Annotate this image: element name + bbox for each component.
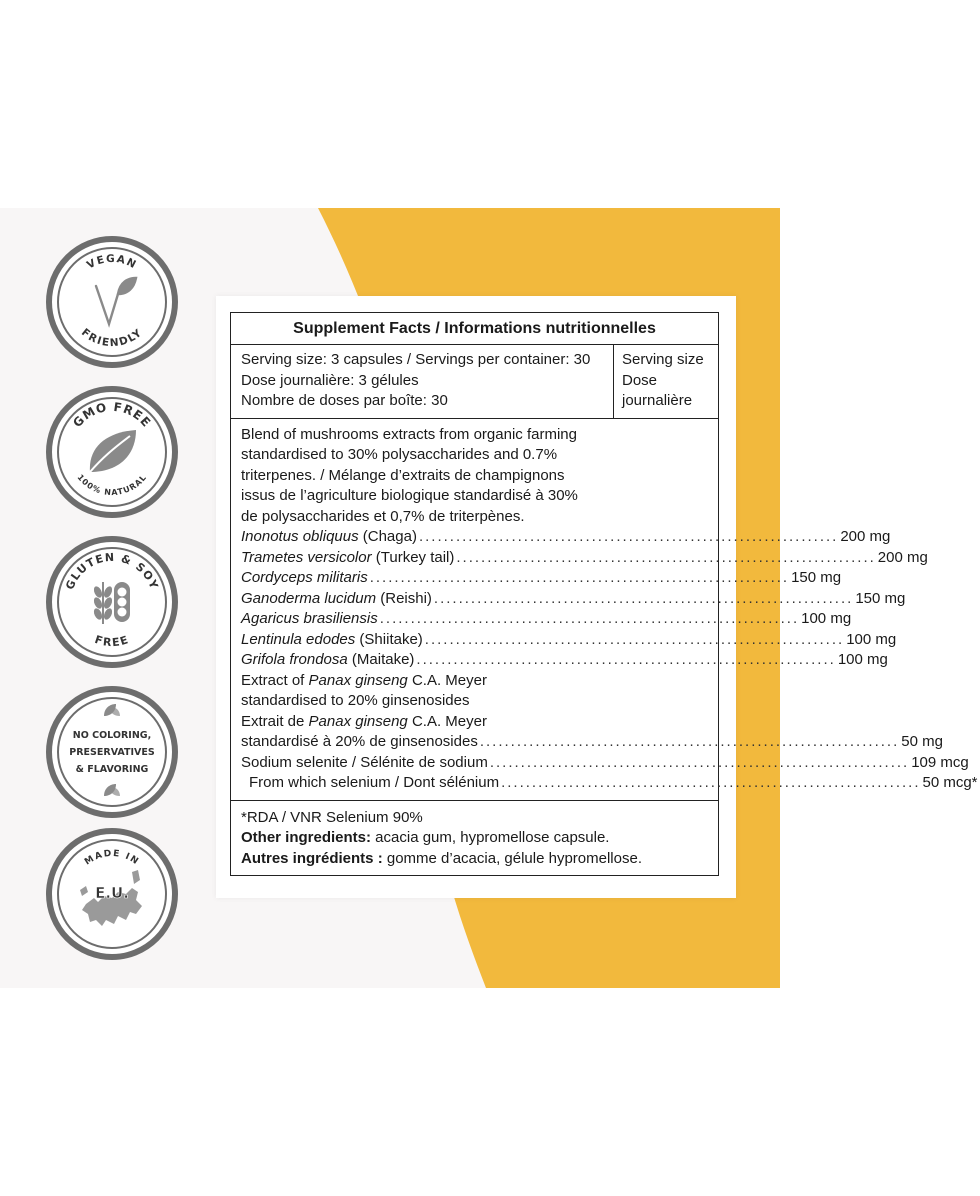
rda-note: *RDA / VNR Selenium 90% [241, 808, 423, 826]
ingredient-latin: Ganoderma lucidum [241, 589, 377, 607]
serving-size-header [614, 345, 718, 418]
ingredient-common: (Chaga) [358, 528, 417, 545]
ingredient-row: Grifola frondosa (Maitake) .................................................................... 100 mg [241, 650, 710, 671]
ingredient-row: From which selenium / Dont sélénium .................................................................... 50 mcg* [241, 773, 710, 794]
blend-line: Blend of mushrooms extracts from organic farming [241, 425, 577, 443]
serving-info [231, 345, 614, 418]
ingredient-common: (Maitake) [347, 651, 415, 668]
ingredient-amount: 200 mg [840, 528, 891, 545]
ingredient-name: standardisé à 20% de ginsenosides [241, 733, 478, 750]
ingredient-row: Inonotus obliquus (Chaga) .................................................................... 200 mg [241, 527, 710, 548]
table-title: Supplement Facts / Informations nutritionnelles [231, 313, 718, 345]
ingredient-latin: Inonotus obliquus [241, 528, 359, 545]
made-in-eu-badge [46, 828, 178, 960]
ingredient-row: Sodium selenite / Sélénite de sodium .................................................................... 109 mcg [241, 753, 710, 774]
badge-bottom-text: FREE [93, 632, 131, 650]
serving-header-line: Serving size [622, 351, 704, 368]
ingredient-amount: 100 mg [801, 610, 852, 627]
ingredient-latin: Grifola frondosa [241, 651, 348, 668]
ingredient-name: Sodium selenite / Sélénite de sodium [241, 753, 488, 771]
ingredient-latin: Trametes versicolor [241, 548, 372, 566]
serving-line: Nombre de doses par boîte: 30 [241, 392, 448, 409]
ingredient-row: standardisé à 20% de ginsenosides .................................................................... 50 mg [241, 732, 710, 753]
ingredient-row: Trametes versicolor (Turkey tail) .................................................................... 200 mg [241, 548, 710, 569]
badge-top-text: VEGAN [84, 252, 140, 272]
ingredient-amount: 150 mg [855, 589, 906, 607]
badge-bottom-text: FRIENDLY [79, 326, 145, 350]
ingredient-amount: 100 mg [846, 630, 897, 648]
ingredient-row: Cordyceps militaris .................................................................... 150 mg [241, 568, 710, 589]
vegan-friendly-badge [46, 236, 178, 368]
ingredient-latin: Lentinula edodes [241, 630, 356, 648]
ingredient-amount: 150 mg [791, 569, 842, 586]
no-additives-badge [46, 686, 178, 818]
other-ingredients: Other ingredients: acacia gum, hypromellose capsule. [241, 829, 610, 846]
ginseng-line: standardised to 20% ginsenosides [241, 692, 470, 709]
serving-line: Serving size: 3 capsules / Servings per container: 30 [241, 351, 591, 368]
blend-line: standardised to 30% polysaccharides and 0.7% [241, 446, 558, 463]
blend-line: de polysaccharides et 0,7% de triterpènes. [241, 507, 525, 525]
ginseng-line: Extract of Panax ginseng C.A. Meyer [241, 671, 487, 689]
ingredient-row: Ganoderma lucidum (Reishi) .................................................................... 150 mg [241, 589, 710, 610]
ingredient-common: (Turkey tail) [371, 548, 455, 566]
ingredient-latin: Agaricus brasiliensis [241, 610, 378, 627]
ingredient-row: Lentinula edodes (Shiitake) .................................................................... 100 mg [241, 630, 710, 651]
badge-top-text: GMO FREE [70, 399, 154, 431]
serving-header-line: journalière [622, 392, 693, 409]
blend-line: issus de l’agriculture biologique standardisé à 30% [241, 487, 578, 504]
ginseng-line: Extrait de Panax ginseng C.A. Meyer [241, 712, 487, 730]
badge-line-3: & FLAVORING [75, 764, 149, 775]
ingredient-common: (Reishi) [376, 589, 432, 607]
serving-row [231, 345, 718, 419]
badge-top-text: GLUTEN & SOY [63, 550, 161, 592]
badge-line-2: PRESERVATIVES [69, 747, 155, 758]
gluten-soy-free-badge [46, 536, 178, 668]
badge-line-1: NO COLORING, [72, 730, 152, 741]
ingredient-common: (Shiitake) [355, 630, 423, 648]
badge-top-text: MADE IN [83, 848, 141, 868]
footnotes [231, 801, 718, 876]
ingredient-amount: 109 mcg [911, 753, 969, 771]
ingredient-amount: 200 mg [877, 548, 928, 566]
ingredient-amount: 100 mg [837, 651, 888, 668]
ingredient-name: From which selenium / Dont sélénium [249, 774, 500, 791]
supplement-facts-table [230, 312, 978, 876]
ingredient-amount: 50 mg [901, 733, 943, 750]
gmo-free-badge [46, 386, 178, 518]
autres-ingredients: Autres ingrédients : gomme d’acacia, gélule hypromellose. [241, 849, 642, 867]
serving-line: Dose journalière: 3 gélules [241, 371, 419, 389]
blend-line: triterpenes. / Mélange d’extraits de champignons [241, 466, 565, 484]
ingredient-row: Agaricus brasiliensis .................................................................... 100 mg [241, 609, 710, 630]
badge-bottom-text: 100% NATURAL [75, 472, 149, 498]
badge-center-text: E.U. [95, 884, 129, 902]
ingredient-latin: Cordyceps militaris [241, 569, 368, 586]
ingredients-section [231, 419, 978, 801]
serving-header-line: Dose [622, 371, 658, 389]
ingredient-amount: 50 mcg* [922, 774, 978, 791]
